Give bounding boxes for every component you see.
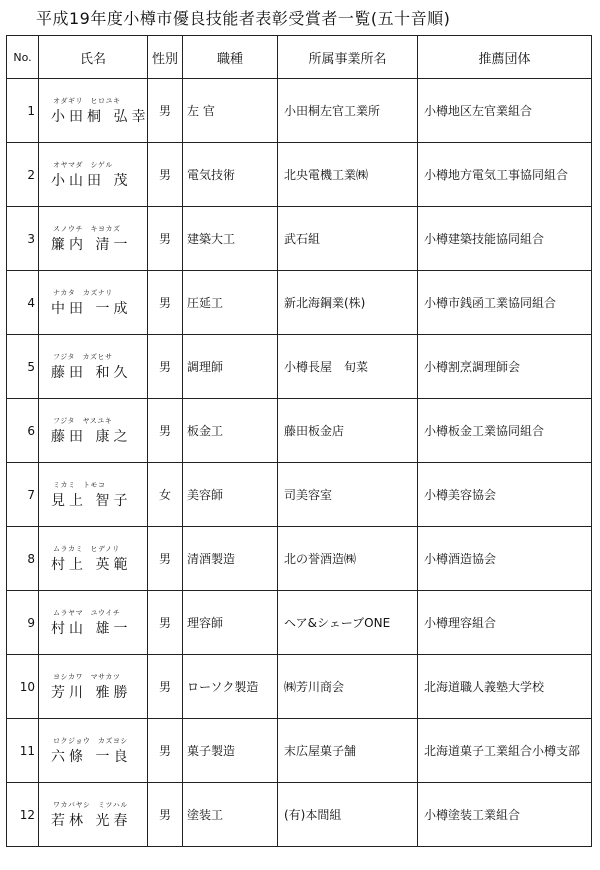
cell-job: 左 官 [183,79,278,143]
name-kanji: 中田 一成 [51,301,132,317]
cell-sex: 女 [148,463,183,527]
name-furigana: ミカミ トモコ [53,481,106,489]
header-recommender: 推薦団体 [418,36,592,79]
cell-no: 10 [7,655,39,719]
header-job: 職種 [183,36,278,79]
cell-sex: 男 [148,399,183,463]
name-kanji: 藤田 康之 [51,429,132,445]
cell-sex: 男 [148,335,183,399]
cell-job: 板金工 [183,399,278,463]
cell-job: 塗装工 [183,783,278,847]
cell-no: 4 [7,271,39,335]
table-row [7,207,592,271]
cell-sex: 男 [148,783,183,847]
cell-no: 5 [7,335,39,399]
table-row [7,591,592,655]
table-header-row [7,36,592,79]
cell-sex: 男 [148,271,183,335]
table-row [7,143,592,207]
cell-org: 北央電機工業㈱ [278,143,418,207]
name-kanji: 小田桐 弘幸 [51,109,150,125]
cell-no: 11 [7,719,39,783]
cell-name [39,655,148,719]
cell-org: ㈱芳川商会 [278,655,418,719]
cell-org: 末広屋菓子舗 [278,719,418,783]
cell-recommender: 小樽地区左官業組合 [418,79,592,143]
cell-no: 6 [7,399,39,463]
table-row [7,79,592,143]
cell-org: 藤田板金店 [278,399,418,463]
cell-org: 武石組 [278,207,418,271]
cell-org: ヘア&シェーブONE [278,591,418,655]
table-row [7,783,592,847]
table-row [7,463,592,527]
cell-recommender: 小樽理容組合 [418,591,592,655]
cell-org: 新北海鋼業(株) [278,271,418,335]
cell-no: 9 [7,591,39,655]
table-row [7,271,592,335]
table-row [7,655,592,719]
awardee-table [6,35,592,847]
cell-sex: 男 [148,719,183,783]
name-kanji: 見上 智子 [51,493,132,509]
cell-recommender: 小樽美容協会 [418,463,592,527]
cell-sex: 男 [148,591,183,655]
cell-job: 建築大工 [183,207,278,271]
cell-recommender: 小樽割烹調理師会 [418,335,592,399]
name-kanji: 藤田 和久 [51,365,132,381]
cell-job: 美容師 [183,463,278,527]
name-furigana: ムラヤマ ユウイチ [53,609,121,617]
cell-job: 調理師 [183,335,278,399]
cell-no: 1 [7,79,39,143]
cell-recommender: 小樽建築技能協同組合 [418,207,592,271]
cell-recommender: 小樽地方電気工事協同組合 [418,143,592,207]
cell-name [39,719,148,783]
cell-job: 菓子製造 [183,719,278,783]
name-furigana: フジタ カズヒサ [53,353,113,361]
cell-name [39,79,148,143]
cell-name [39,143,148,207]
cell-name [39,591,148,655]
table-row [7,335,592,399]
cell-org: 司美容室 [278,463,418,527]
name-furigana: ヨシカワ マサカツ [53,673,121,681]
table-row [7,399,592,463]
name-furigana: ナカタ カズナリ [53,289,113,297]
header-no: No. [7,36,39,79]
cell-no: 8 [7,527,39,591]
cell-job: 理容師 [183,591,278,655]
cell-name [39,335,148,399]
cell-org: (有)本間組 [278,783,418,847]
name-kanji: 簾内 清一 [51,237,132,253]
cell-job: ローソク製造 [183,655,278,719]
table-row [7,719,592,783]
cell-name [39,463,148,527]
header-name: 氏名 [39,36,148,79]
cell-no: 2 [7,143,39,207]
cell-recommender: 小樽市銭函工業協同組合 [418,271,592,335]
cell-recommender: 小樽酒造協会 [418,527,592,591]
cell-no: 7 [7,463,39,527]
cell-sex: 男 [148,143,183,207]
name-furigana: スノウチ キヨカズ [53,225,121,233]
cell-recommender: 小樽塗装工業組合 [418,783,592,847]
cell-org: 小田桐左官工業所 [278,79,418,143]
header-org: 所属事業所名 [278,36,418,79]
name-furigana: ロクジョウ カズヨシ [53,737,128,745]
header-sex: 性別 [148,36,183,79]
cell-sex: 男 [148,655,183,719]
cell-name [39,783,148,847]
cell-org: 小樽長屋 旬菜 [278,335,418,399]
page-title: 平成19年度小樽市優良技能者表彰受賞者一覧(五十音順) [36,9,451,28]
cell-name [39,399,148,463]
cell-job: 電気技術 [183,143,278,207]
cell-job: 清酒製造 [183,527,278,591]
cell-no: 12 [7,783,39,847]
name-furigana: ワカバヤシ ミツハル [53,801,128,809]
cell-name [39,271,148,335]
cell-recommender: 小樽板金工業協同組合 [418,399,592,463]
cell-sex: 男 [148,527,183,591]
name-kanji: 六條 一良 [51,749,132,765]
cell-no: 3 [7,207,39,271]
name-kanji: 村上 英範 [51,557,132,573]
table-row [7,527,592,591]
name-furigana: オヤマダ シゲル [53,161,113,169]
cell-name [39,207,148,271]
name-kanji: 村山 雄一 [51,621,132,637]
cell-org: 北の誉酒造㈱ [278,527,418,591]
cell-name [39,527,148,591]
name-furigana: ムラカミ ヒデノリ [53,545,120,553]
name-kanji: 小山田 茂 [51,173,132,189]
name-furigana: フジタ ヤスユキ [53,417,113,425]
cell-recommender: 北海道菓子工業組合小樽支部 [418,719,592,783]
name-furigana: オダギリ ヒロユキ [53,97,121,105]
cell-recommender: 北海道職人義塾大学校 [418,655,592,719]
name-kanji: 芳川 雅勝 [51,685,132,701]
name-kanji: 若林 光春 [51,813,132,829]
cell-job: 圧延工 [183,271,278,335]
cell-sex: 男 [148,79,183,143]
cell-sex: 男 [148,207,183,271]
